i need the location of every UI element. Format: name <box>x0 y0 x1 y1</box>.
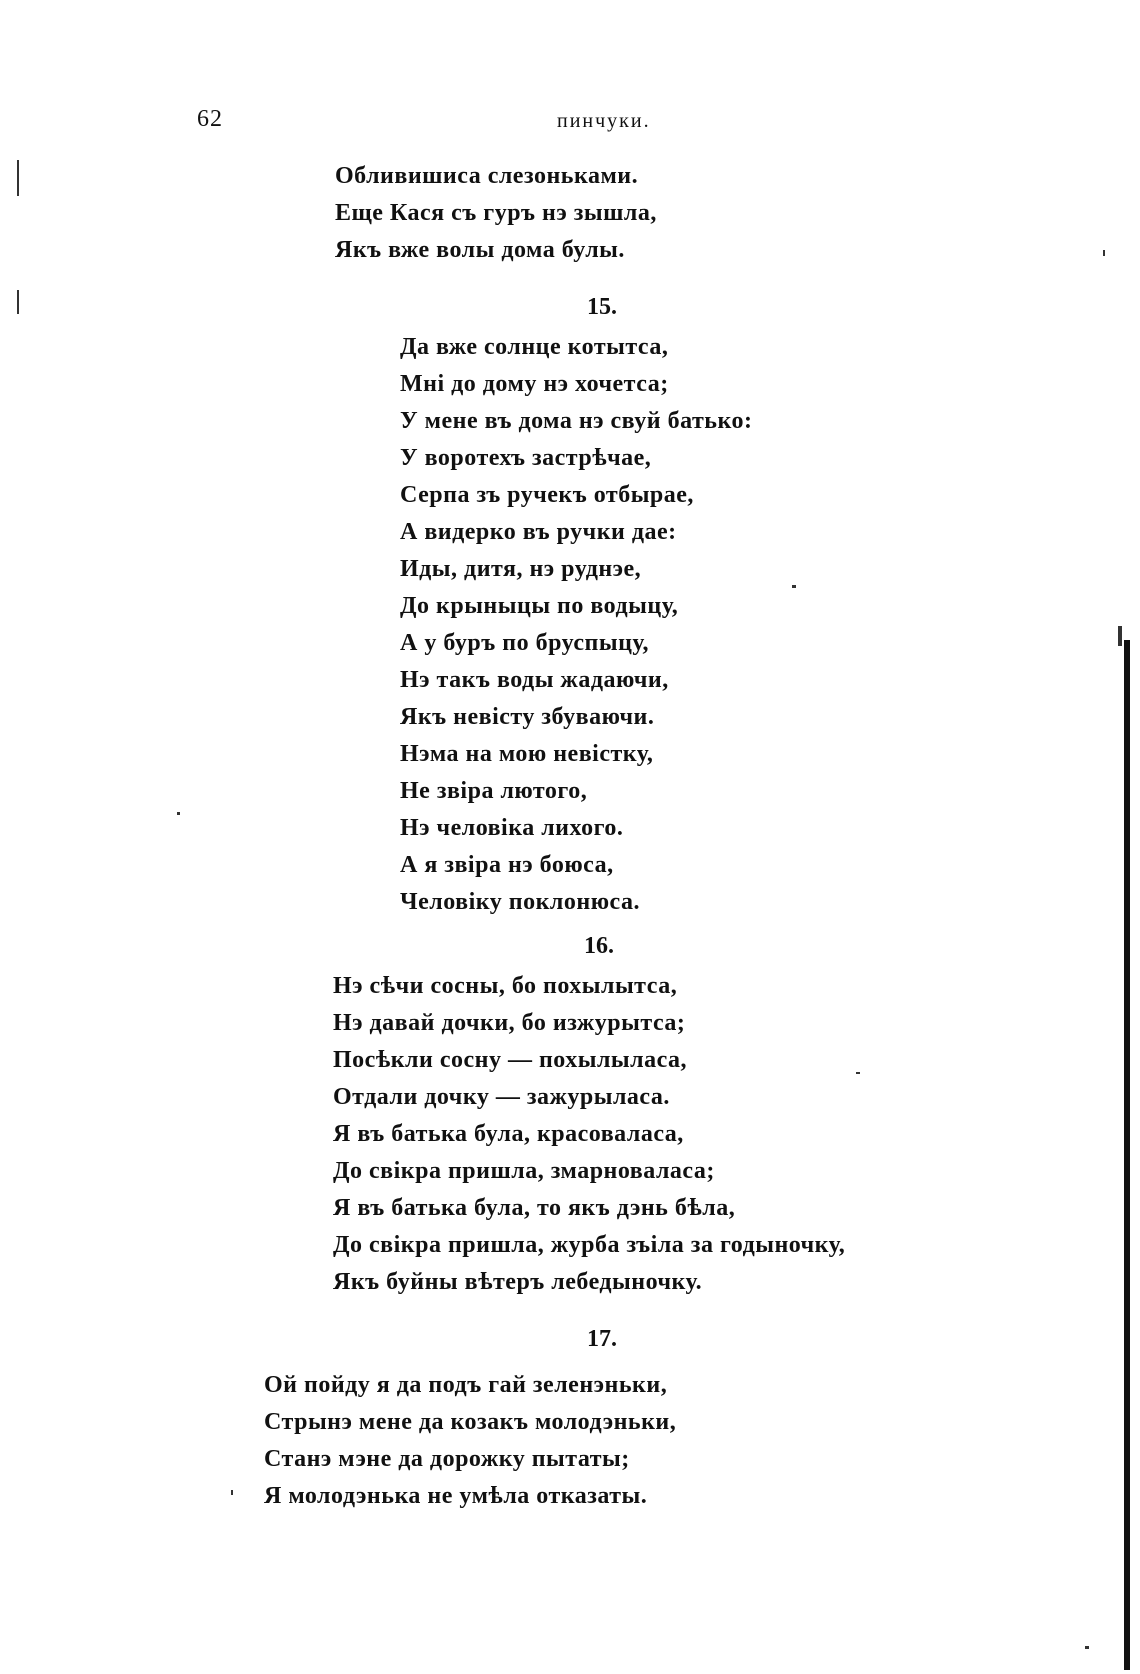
verse-line: Я молодэнька не умѣла отказаты. <box>264 1483 648 1509</box>
stanza-17-number: 17. <box>587 1326 617 1352</box>
verse-line: Иды, дитя, нэ руднэе, <box>400 556 642 582</box>
verse-line: До свiкра пришла, журба зъiла за годыночку, <box>333 1232 846 1258</box>
verse-line: Не звiра лютого, <box>400 778 588 804</box>
verse-line: Обливишиса слезоньками. <box>335 163 639 189</box>
verse-line: Да вже солнце котытса, <box>400 334 669 360</box>
verse-line: У мене въ дома нэ свуй батько: <box>400 408 753 434</box>
running-head: пинчуки. <box>557 110 651 132</box>
verse-line: До крыныцы по водыцу, <box>400 593 679 619</box>
verse-line: Нэ давай дочки, бо изжурытса; <box>333 1010 686 1036</box>
verse-line: Я въ батька була, красоваласа, <box>333 1121 684 1147</box>
scan-speck <box>177 812 180 815</box>
verse-line: А я звiра нэ боюса, <box>400 852 614 878</box>
scan-speck <box>1118 626 1122 646</box>
scan-speck <box>17 290 19 314</box>
verse-line: У воротехъ застрѣчае, <box>400 445 652 471</box>
scan-speck <box>856 1072 860 1074</box>
verse-line: Еще Кася съ гуръ нэ зышла, <box>335 200 657 226</box>
verse-line: Человiку поклонюса. <box>400 889 640 915</box>
verse-line: Нэ человiка лихого. <box>400 815 624 841</box>
page-number: 62 <box>197 106 223 132</box>
verse-line: А у буръ по бруспыцу, <box>400 630 650 656</box>
verse-line: Посѣкли сосну — похылыласа, <box>333 1047 688 1073</box>
stanza-17 <box>264 1367 676 1515</box>
stanza-15-number: 15. <box>587 294 617 320</box>
verse-line: Якъ вже волы дома булы. <box>335 237 625 263</box>
stanza-16-number: 16. <box>584 933 614 959</box>
scan-speck <box>792 585 796 588</box>
stanza-16 <box>333 968 845 1301</box>
binding-edge-shadow <box>1124 640 1130 1670</box>
verse-line: Ой пойду я да подъ гай зеленэньки, <box>264 1372 668 1398</box>
verse-line: Нэ сѣчи сосны, бо похылытса, <box>333 973 678 999</box>
scan-speck <box>231 1490 233 1495</box>
verse-line: Стрынэ мене да козакъ молодэньки, <box>264 1409 677 1435</box>
verse-line: Нэ такъ воды жадаючи, <box>400 667 669 693</box>
verse-line: Станэ мэне да дорожку пытаты; <box>264 1446 630 1472</box>
stanza-15 <box>400 329 753 921</box>
verse-line: Нэма на мою невiстку, <box>400 741 654 767</box>
scan-speck <box>1085 1646 1089 1649</box>
verse-line: Я въ батька була, то якъ дэнь бѣла, <box>333 1195 736 1221</box>
verse-line: Якъ невiсту збуваючи. <box>400 704 655 730</box>
verse-line: Серпа зъ ручекъ отбырае, <box>400 482 694 508</box>
scan-speck <box>17 160 19 196</box>
stanza-14-end <box>335 158 657 269</box>
scan-speck <box>1103 250 1105 256</box>
verse-line: Якъ буйны вѣтеръ лебедыночку. <box>333 1269 703 1295</box>
verse-line: Мнi до дому нэ хочетса; <box>400 371 669 397</box>
verse-line: До свiкра пришла, змарноваласа; <box>333 1158 715 1184</box>
verse-line: А видерко въ ручки дае: <box>400 519 677 545</box>
verse-line: Отдали дочку — зажурыласа. <box>333 1084 670 1110</box>
